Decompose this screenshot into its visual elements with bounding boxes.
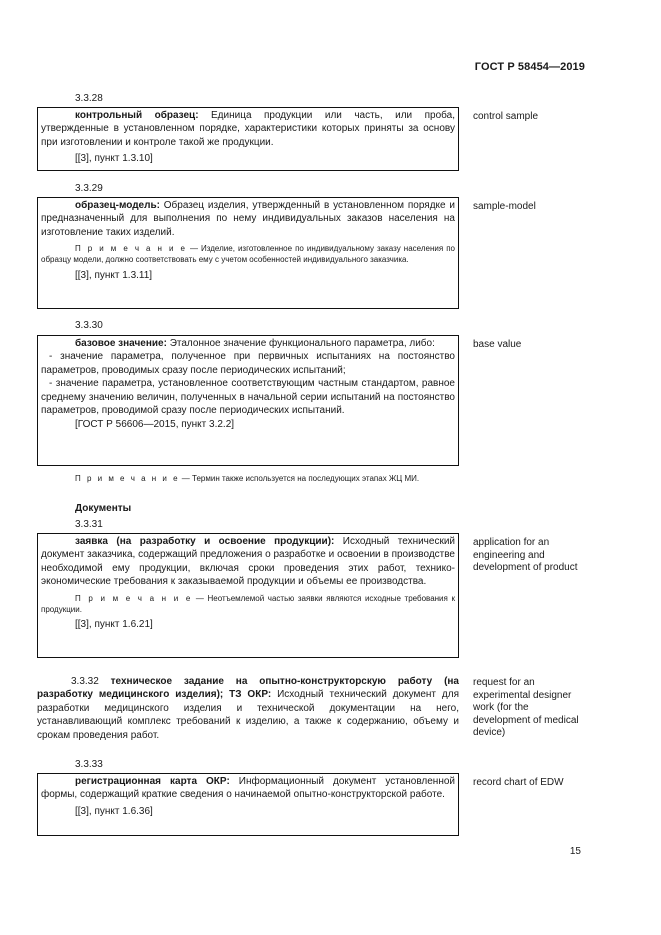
note-text: — Термин также используется на последующих этапах ЖЦ МИ. xyxy=(179,474,420,483)
term-name: контрольный образец: xyxy=(75,110,199,121)
note-label: П р и м е ч а н и е xyxy=(75,593,193,603)
note-text: — Изделие, изготовленное по индивидуальному заказу населения по образцу модели, должно соответствовать ему с учетом особенностей индивидуального заказчика. xyxy=(41,244,455,265)
definition-text: Образец изделия, утвержденный в установленном порядке и предназначенный для выполнения по нему индивидуальных заказов населения на изготовление таких изделий. xyxy=(41,200,455,238)
term-box xyxy=(37,773,459,836)
term-number: 3.3.29 xyxy=(75,183,103,194)
note-label: П р и м е ч а н и е xyxy=(75,474,180,483)
term-name: заявка (на разработку и освоение продукции): xyxy=(75,536,335,547)
term-definition xyxy=(37,675,459,742)
term-box xyxy=(37,197,459,309)
term-source: [[3], пункт 1.3.11] xyxy=(75,269,153,281)
term-name: техническое задание на опытно-конструкторскую работу (на разработку медицинского изделия); ТЗ ОКР: xyxy=(37,676,459,701)
note-label: П р и м е ч а н и е xyxy=(75,244,187,254)
definition-item: - значение параметра, установленное соответствующим частным стандартом, равное среднему значению величин, полученных в начальной серии испытаний на постоянство параметров, проводимой сразу после периодических испытаний. xyxy=(41,378,455,417)
note-text: — Неотъемлемой частью заявки являются исходные требования к продукции. xyxy=(41,593,455,614)
english-equivalent: request for an experimental designer work (for the development of medical device) xyxy=(473,677,579,739)
english-equivalent: base value xyxy=(473,339,522,350)
term-source: [[3], пункт 1.6.21] xyxy=(75,619,153,631)
definition-text: Единица продукции или часть, или проба, утвержденные в установленном порядке, характеристики которых приняты за основу при изготовлении и контроле такой же продукции. xyxy=(41,110,455,148)
term-source: [[3], пункт 1.6.36] xyxy=(75,805,153,817)
term-note xyxy=(75,474,419,483)
definition-text: Эталонное значение функционального параметра, либо: xyxy=(166,338,435,349)
term-box xyxy=(37,533,459,658)
standard-code: ГОСТ Р 58454—2019 xyxy=(474,61,585,73)
term-name: образец-модель: xyxy=(75,200,160,211)
english-equivalent: record chart of EDW xyxy=(473,777,564,788)
page-number: 15 xyxy=(569,846,581,857)
term-number: 3.3.31 xyxy=(75,519,103,530)
english-equivalent: control sample xyxy=(473,111,539,122)
term-note xyxy=(41,243,455,265)
term-definition xyxy=(41,199,455,239)
term-number: 3.3.33 xyxy=(75,759,103,770)
term-number: 3.3.32 xyxy=(71,676,99,687)
definition-text: Исходный технический документ заказчика, содержащий предложения о разработке и освоении в производстве необходимой ему продукции, включая сроки проведения этих работ, технико-экономические требования к заказываемой продукции и объемы ее производства. xyxy=(41,536,456,588)
term-source: [ГОСТ Р 56606—2015, пункт 3.2.2] xyxy=(75,419,235,431)
english-equivalent: application for an engineering and development of product xyxy=(473,537,578,574)
term-definition xyxy=(41,337,455,350)
term-box xyxy=(37,107,459,171)
english-equivalent: sample-model xyxy=(473,201,536,212)
term-box xyxy=(37,335,459,466)
definition-text: Информационный документ установленной формы, содержащий краткие сведения о начинаемой опытно-конструкторской работе. xyxy=(41,776,455,801)
term-note xyxy=(41,593,455,615)
term-source: [[3], пункт 1.3.10] xyxy=(75,153,153,165)
definition-item: - значение параметра, полученное при первичных испытаниях на постоянство параметров, проводимых сразу после периодических испытаний; xyxy=(41,351,455,376)
term-name: регистрационная карта ОКР: xyxy=(75,776,230,787)
term-number: 3.3.28 xyxy=(75,93,103,104)
term-name: базовое значение: xyxy=(75,338,167,349)
definition-text: Исходный технический документ для разработки медицинского изделия и технической документации на него, устанавливающий комплекс требований к изделию, а также к содержанию, объему и срокам проведения работ. xyxy=(37,689,459,741)
term-number: 3.3.30 xyxy=(75,320,103,331)
term-block xyxy=(37,675,459,742)
term-definition xyxy=(41,775,455,802)
section-title: Документы xyxy=(75,503,132,514)
term-definition xyxy=(41,535,455,589)
term-definition xyxy=(41,109,455,149)
